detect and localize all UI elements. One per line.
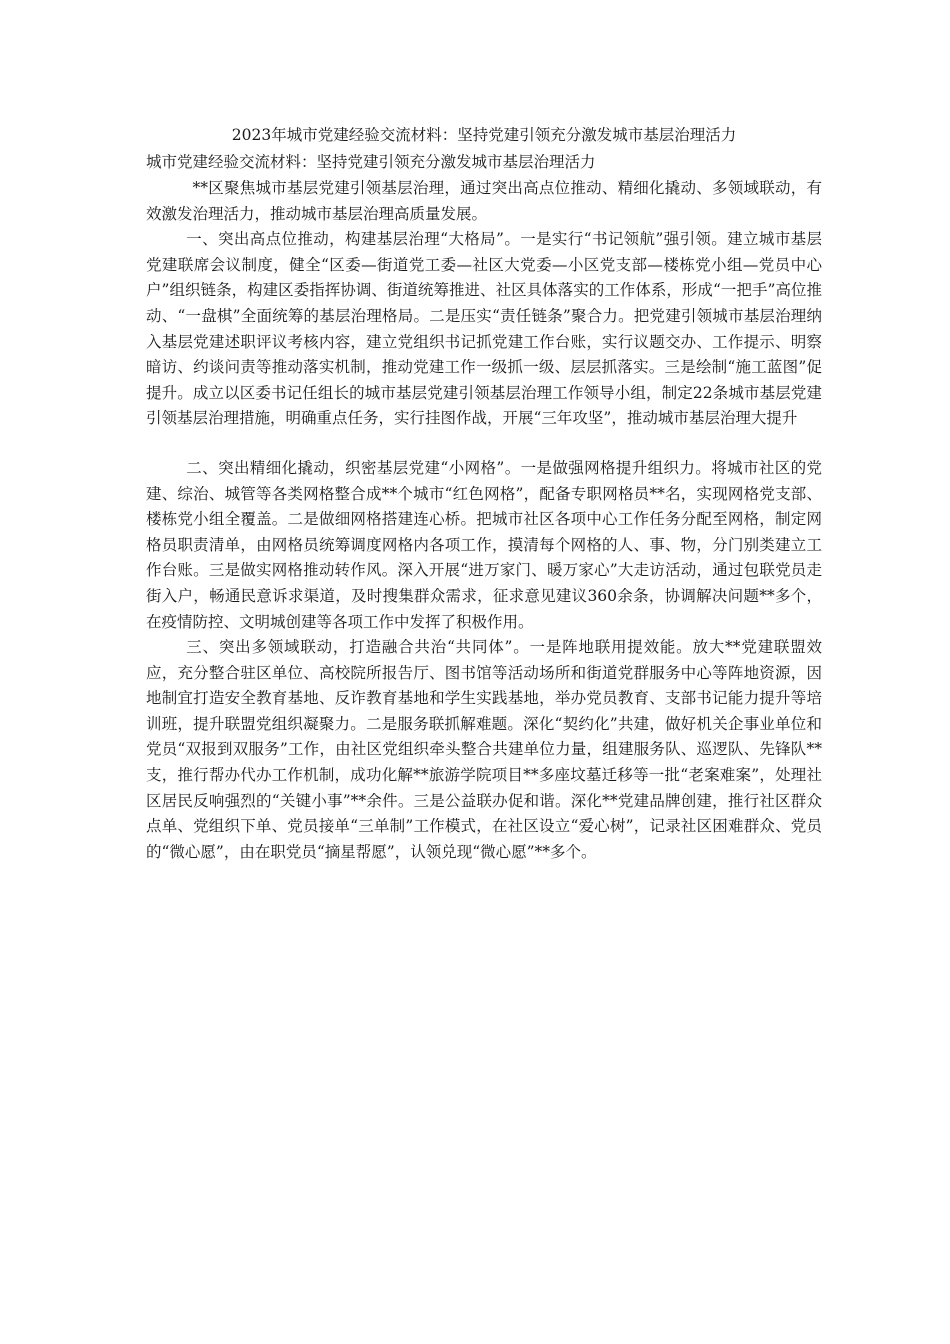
document-title: 2023年城市党建经验交流材料：坚持党建引领充分激发城市基层治理活力 — [231, 126, 737, 144]
section-3-paragraph: 三、突出多领域联动，打造融合共治“共同体”。一是阵地联用提效能。放大**党建联盟效应，充分整合驻区单位、高校院所报告厅、图书馆等活动场所和街道党群服务中心等阵地资源，因地制宜打造安全教育基地、反诈教育基地和学生实践基地，举办党员教育、支部书记能力提升等培训班，提升联盟党组织凝聚力。二是服务联抓解难题。深化“契约化”共建，做好机关企事业单位和党员“双报到双服务”工作，由社区党组织牵头整合共建单位力量，组建服务队、巡逻队、先锋队**支，推行帮办代办工作机制，成功化解**旅游学院项目**多座坟墓迁移等一批“老案难案”，处理社区居民反响强烈的“关键小事”**余件。三是公益联办促和谐。深化**党建品牌创建，推行社区群众点单、党组织下单、党员接单“三单制”工作模式，在社区设立“爱心树”，记录社区困难群众、党员的“微心愿”，由在职党员“摘星帮愿”，认领兑现“微心愿”**多个。 — [146, 638, 822, 861]
intro-paragraph: **区聚焦城市基层党建引领基层治理，通过突出高点位推动、精细化撬动、多领域联动，有效激发治理活力，推动城市基层治理高质量发展。 — [146, 179, 822, 223]
section-2-paragraph: 二、突出精细化撬动，织密基层党建“小网格”。一是做强网格提升组织力。将城市社区的党建、综治、城管等各类网格整合成**个城市“红色网格”，配备专职网格员**名，实现网格党支部、楼栋党小组全覆盖。二是做细网格搭建连心桥。把城市社区各项中心工作任务分配至网格，制定网格员职责清单，由网格员统筹调度网格内各项工作，摸清每个网格的人、事、物，分门别类建立工作台账。三是做实网格推动转作风。深入开展“进万家门、暖万家心”大走访活动，通过包联党员走街入户，畅通民意诉求渠道，及时搜集群众需求，征求意见建议360余条，协调解决问题**多个，在疫情防控、文明城创建等各项工作中发挥了积极作用。 — [146, 458, 822, 631]
section-1-paragraph: 一、突出高点位推动，构建基层治理“大格局”。一是实行“书记领航”强引领。建立城市基层党建联席会议制度，健全“区委—街道党工委—社区大党委—小区党支部—楼栋党小组—党员中心户”组织链条，构建区委指挥协调、街道统筹推进、社区具体落实的工作体系，形成“一把手”高位推动、“一盘棋”全面统筹的基层治理格局。二是压实“责任链条”聚合力。把党建引领城市基层治理纳入基层党建述职评议考核内容，建立党组织书记抓党建工作台账，实行议题交办、工作提示、明察暗访、约谈问责等推动落实机制，推动党建工作一级抓一级、层层抓落实。三是绘制“施工蓝图”促提升。成立以区委书记任组长的城市基层党建引领基层治理工作领导小组，制定22条城市基层党建引领基层治理措施，明确重点任务，实行挂图作战，开展“三年攻坚”，推动城市基层治理大提升 — [146, 230, 822, 428]
document-page — [146, 122, 822, 865]
document-subtitle: 城市党建经验交流材料：坚持党建引领充分激发城市基层治理活力 — [146, 153, 596, 171]
paragraph-gap — [146, 432, 822, 456]
